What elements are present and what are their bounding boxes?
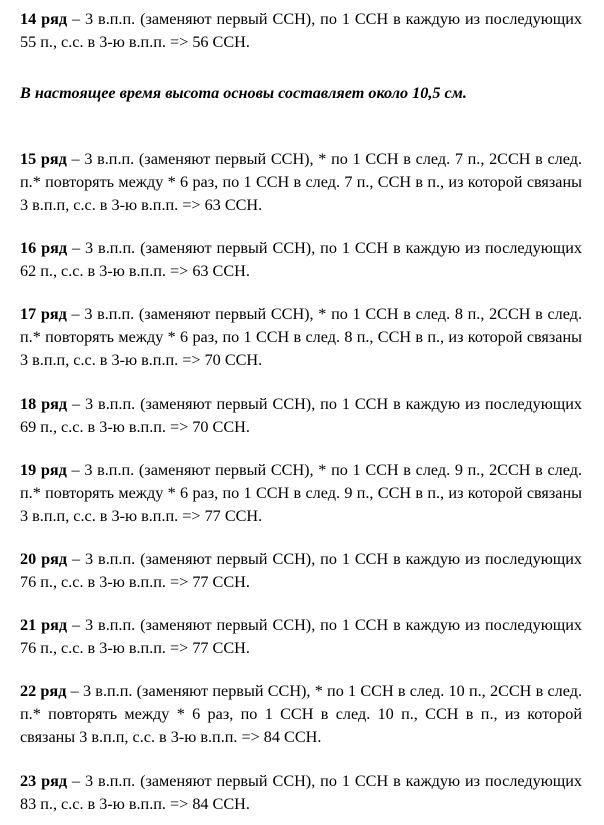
row-16-text: – 3 в.п.п. (заменяют первый ССН), по 1 ССН в каждую из последующих 62 п., с.с. в 3-ю в.п.п. => 63 ССН. [20, 239, 583, 280]
row-20-paragraph [20, 548, 582, 594]
height-note: В настоящее время высота основы составляет около 10,5 см. [20, 84, 467, 102]
row-21-label: 21 ряд [20, 616, 68, 634]
row-17-text: – 3 в.п.п. (заменяют первый ССН), * по 1 ССН в след. 8 п., 2ССН в след. п.* повторять между * 6 раз, по 1 ССН в след. 8 п., ССН в п., из которой связаны 3 в.п.п, с.с. в 3-ю в.п.п. => 70 ССН. [20, 305, 582, 369]
row-19-label: 19 ряд [20, 461, 67, 479]
row-14-label: 14 ряд [20, 10, 68, 28]
row-22-text: – 3 в.п.п. (заменяют первый ССН), * по 1 ССН в след. 10 п., 2ССН в след. п.* повторять между * 6 раз, по 1 ССН в след. 10 п., ССН в п., из которой связаны 3 в.п.п, с.с. в 3-ю в.п.п. => 84 ССН. [20, 682, 582, 746]
row-20-text: – 3 в.п.п. (заменяют первый ССН), по 1 ССН в каждую из последующих 76 п., с.с. в 3-ю в.п.п. => 77 ССН. [20, 550, 583, 591]
row-15-label: 15 ряд [20, 150, 67, 168]
row-18-label: 18 ряд [20, 395, 68, 413]
row-16-label: 16 ряд [20, 239, 68, 257]
row-22-paragraph [20, 680, 582, 749]
row-14-text: – 3 в.п.п. (заменяют первый ССН), по 1 ССН в каждую из последующих 55 п., с.с. в 3-ю в.п.п. => 56 ССН. [20, 10, 583, 51]
row-15-paragraph [20, 148, 582, 217]
row-22-label: 22 ряд [20, 682, 67, 700]
row-20-label: 20 ряд [20, 550, 68, 568]
row-18-text: – 3 в.п.п. (заменяют первый ССН), по 1 ССН в каждую из последующих 69 п., с.с. в 3-ю в.п.п. => 70 ССН. [20, 395, 583, 436]
row-23-text: – 3 в.п.п. (заменяют первый ССН), по 1 ССН в каждую из последующих 83 п., с.с. в 3-ю в.п.п. => 84 ССН. [20, 772, 583, 813]
row-19-text: – 3 в.п.п. (заменяют первый ССН), * по 1 ССН в след. 9 п., 2ССН в след. п.* повторять между * 6 раз, по 1 ССН в след. 9 п., ССН в п., из которой связаны 3 в.п.п, с.с. в 3-ю в.п.п. => 77 ССН. [20, 461, 582, 525]
row-21-paragraph [20, 614, 582, 660]
row-23-label: 23 ряд [20, 772, 68, 790]
row-19-paragraph [20, 459, 582, 528]
row-21-text: – 3 в.п.п. (заменяют первый ССН), по 1 ССН в каждую из последующих 76 п., с.с. в 3-ю в.п.п. => 77 ССН. [20, 616, 583, 657]
row-15-text: – 3 в.п.п. (заменяют первый ССН), * по 1 ССН в след. 7 п., 2ССН в след. п.* повторять между * 6 раз, по 1 ССН в след. 7 п., ССН в п., из которой связаны 3 в.п.п, с.с. в 3-ю в.п.п. => 63 ССН. [20, 150, 582, 214]
row-14-paragraph [20, 8, 582, 54]
row-17-label: 17 ряд [20, 305, 67, 323]
row-16-paragraph [20, 237, 582, 283]
row-23-paragraph [20, 770, 582, 816]
row-17-paragraph [20, 303, 582, 372]
row-18-paragraph [20, 393, 582, 439]
